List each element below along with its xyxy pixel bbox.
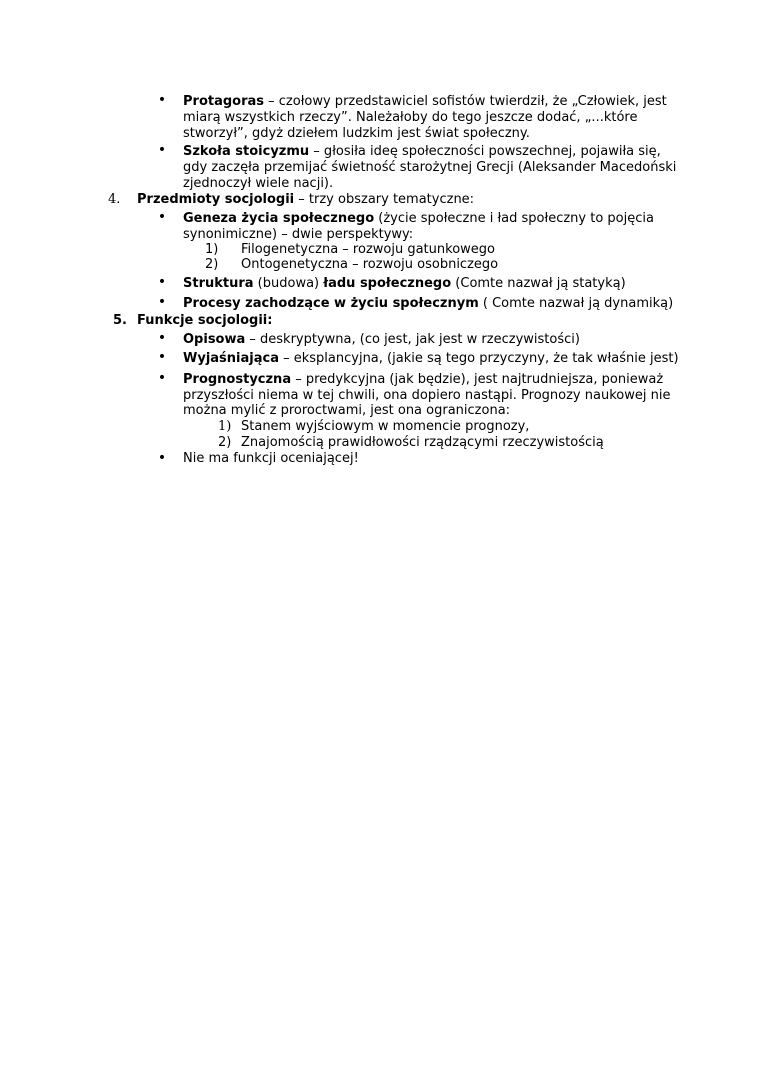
procesy-line	[183, 296, 673, 312]
bullet-icon: •	[157, 142, 167, 158]
stoicyzm-line1	[183, 144, 661, 160]
prognostyczna-sub-2-number: 2)	[218, 435, 232, 450]
protagoras-line2: miarą wszystkich rzeczy”. Należałoby do tego jeszcze dodać, „...które	[183, 110, 638, 125]
opisowa-line	[183, 332, 580, 348]
opisowa-term: Opisowa	[183, 332, 246, 347]
bullet-icon: •	[157, 294, 167, 310]
stoicyzm-line2: gdy zaczęła przemijać świetność starożytnej Grecji (Aleksander Macedoński	[183, 160, 677, 175]
geneza-sub-2-text: Ontogenetyczna – rozwoju osobniczego	[241, 257, 499, 272]
geneza-sub-1-number: 1)	[205, 242, 219, 257]
prognostyczna-sub-2-text: Znajomością prawidłowości rządzącymi rzeczywistością	[241, 435, 604, 450]
bullet-icon: •	[157, 330, 167, 346]
section-5-number: 5.	[113, 313, 127, 328]
stoicyzm-text: – głosiła ideę społeczności powszechnej, pojawiła się,	[309, 144, 661, 159]
prognostyczna-line1	[183, 372, 663, 388]
prognostyczna-line2: przyszłości niema w tej chwili, ona dopiero nastąpi. Prognozy naukowej nie	[183, 388, 671, 403]
bullet-icon: •	[157, 92, 167, 108]
struktura-line	[183, 276, 626, 292]
prognostyczna-sub-1-number: 1)	[218, 419, 232, 434]
geneza-term: Geneza życia społecznego	[183, 211, 375, 226]
prognostyczna-term: Prognostyczna	[183, 372, 292, 387]
bullet-icon: •	[157, 370, 167, 386]
protagoras-line1	[183, 94, 667, 110]
geneza-line1	[183, 211, 654, 227]
struktura-text: (Comte nazwał ją statyką)	[451, 276, 626, 291]
bullet-icon: •	[157, 450, 167, 466]
section-4-title: Przedmioty socjologii	[137, 192, 295, 207]
procesy-term: Procesy zachodzące w życiu społecznym	[183, 296, 479, 311]
section-4-number: 4.	[108, 192, 121, 207]
wyjasniajaca-text: – eksplancyjna, (jakie są tego przyczyny, że tak właśnie jest)	[278, 351, 679, 366]
struktura-term: Struktura	[183, 276, 254, 291]
wyjasniajaca-line	[183, 351, 679, 367]
struktura-term-2: ładu społecznego	[323, 276, 452, 291]
bullet-icon: •	[157, 209, 167, 225]
protagoras-text: – czołowy przedstawiciel sofistów twierdził, że „Człowiek, jest	[264, 94, 667, 109]
geneza-line2: synonimiczne) – dwie perspektywy:	[183, 227, 414, 242]
geneza-text: (życie społeczne i ład społeczny to pojęcia	[374, 211, 654, 226]
protagoras-term: Protagoras	[183, 94, 265, 109]
struktura-mid: (budowa)	[253, 276, 324, 291]
section-4-heading	[137, 192, 474, 208]
wyjasniajaca-term: Wyjaśniająca	[183, 351, 279, 366]
geneza-sub-1-text: Filogenetyczna – rozwoju gatunkowego	[241, 242, 495, 257]
ocena-line: Nie ma funkcji oceniającej!	[183, 451, 359, 466]
stoicyzm-line3: zjednoczył wiele nacji).	[183, 176, 334, 191]
prognostyczna-sub-1-text: Stanem wyjściowym w momencie prognozy,	[241, 419, 530, 434]
section-5-title: Funkcje socjologii:	[137, 313, 273, 328]
prognostyczna-line3: można mylić z proroctwami, jest ona ograniczona:	[183, 403, 511, 418]
bullet-icon: •	[157, 349, 167, 365]
procesy-text: ( Comte nazwał ją dynamiką)	[478, 296, 674, 311]
opisowa-text: – deskryptywna, (co jest, jak jest w rzeczywistości)	[245, 332, 580, 347]
stoicyzm-term: Szkoła stoicyzmu	[183, 144, 310, 159]
prognostyczna-text: – predykcyjna (jak będzie), jest najtrudniejsza, ponieważ	[291, 372, 664, 387]
section-4-text: – trzy obszary tematyczne:	[294, 192, 475, 207]
geneza-sub-2-number: 2)	[205, 257, 219, 272]
bullet-icon: •	[157, 274, 167, 290]
protagoras-line3: stworzył”, gdyż dziełem ludzkim jest świat społeczny.	[183, 126, 530, 141]
